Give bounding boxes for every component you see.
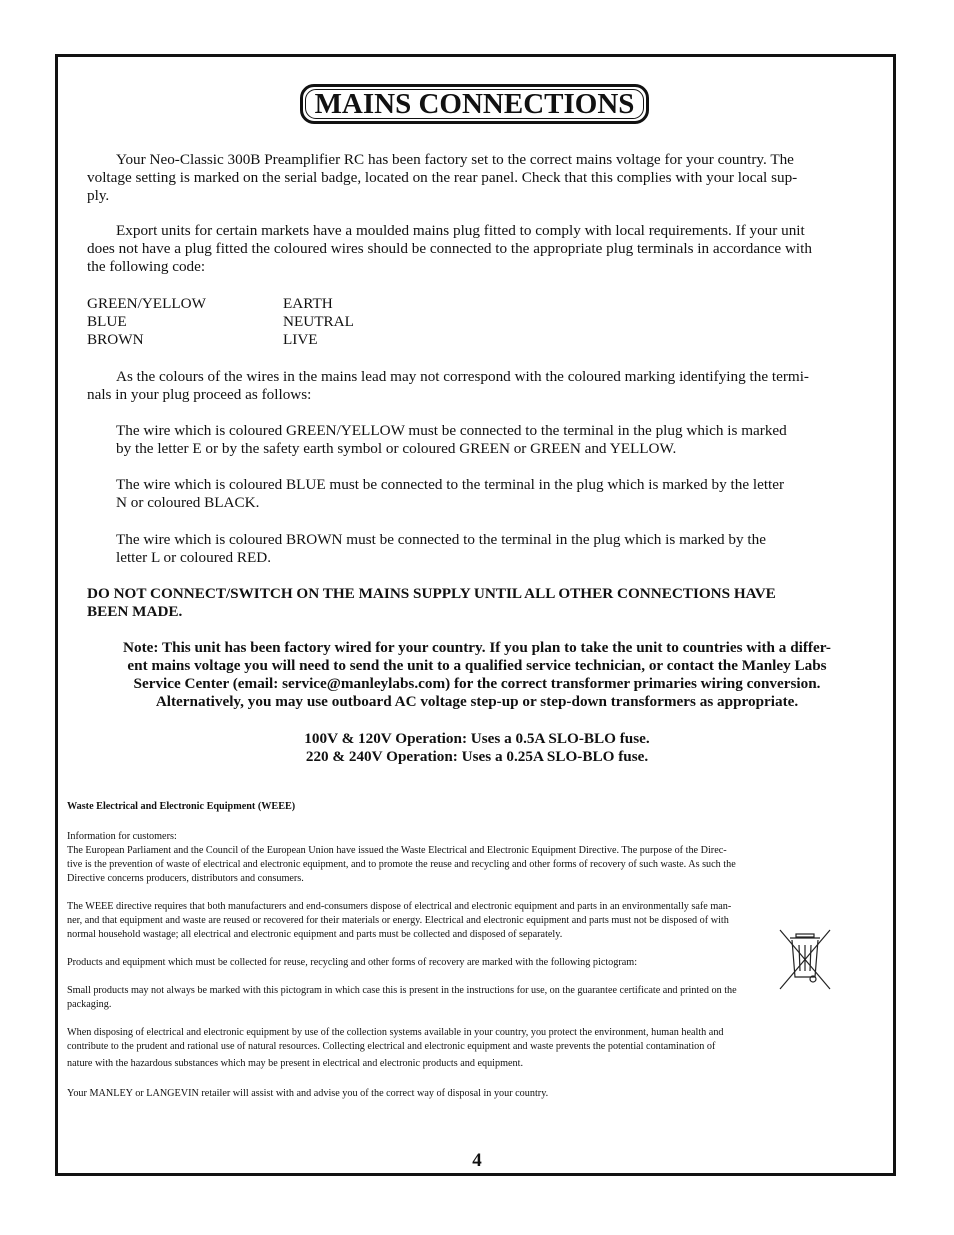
export-line-2: does not have a plug fitted the coloured wires should be connected to the appropriate plug terminals in accordance with [87,240,812,257]
blue-line-1: The wire which is coloured BLUE must be connected to the terminal in the plug which is marked by the letter [116,476,785,493]
wire-function-neutral: NEUTRAL [283,313,354,330]
green-line-2: by the letter E or by the safety earth symbol or coloured GREEN or GREEN and YELLOW. [116,440,677,457]
green-line-1: The wire which is coloured GREEN/YELLOW must be connected to the terminal in the plug which is marked [116,422,787,439]
wire-function-earth: EARTH [283,295,333,312]
warning-line-1: DO NOT CONNECT/SWITCH ON THE MAINS SUPPLY UNTIL ALL OTHER CONNECTIONS HAVE [87,585,776,602]
note-line-3: Service Center (email: service@manleylabs.com) for the correct transformer primaries wiring conversion. [133,675,821,692]
page-title-text: MAINS CONNECTIONS [314,87,635,120]
crossed-out-wheelie-bin-icon [776,927,834,993]
note-line-2: ent mains voltage you will need to send the unit to a qualified service technician, or contact the Manley Labs [127,657,827,674]
weee-disposing-line-2: contribute to the prudent and rational use of natural resources. Collecting electrical and electronic equipment and waste prevents the potential contamination of [67,1041,716,1052]
weee-info-line-3: tive is the prevention of waste of electrical and electronic equipment, and to promote the reuse and recycling and other forms of recovery of such waste. As such the [67,859,736,870]
weee-disposing-line-3: nature with the hazardous substances which may be present in electrical and electronic products and equipment. [67,1058,524,1069]
weee-requires-line-3: normal household wastage; all electrical and electronic equipment and parts must be collected and disposed of separately. [67,929,563,940]
weee-small-line-2: packaging. [67,999,112,1010]
colours-line-2: nals in your plug proceed as follows: [87,386,312,403]
blue-line-2: N or coloured BLACK. [116,494,260,511]
weee-requires-line-1: The WEEE directive requires that both manufacturers and end-consumers dispose of electrical and electronic equipment and parts in an environmentally safe man- [67,901,732,912]
fuse-line-1: 100V & 120V Operation: Uses a 0.5A SLO-BLO fuse. [304,730,650,747]
wire-colour-brown: BROWN [87,331,144,348]
intro-line-2: voltage setting is marked on the serial badge, located on the rear panel. Check that this complies with your local sup- [87,169,798,186]
weee-retailer-line: Your MANLEY or LANGEVIN retailer will assist with and advise you of the correct way of disposal in your country. [67,1088,549,1099]
note-line-4: Alternatively, you may use outboard AC voltage step-up or step-down transformers as appropriate. [155,693,799,710]
intro-line-3: ply. [87,187,110,204]
intro-line-1: Your Neo-Classic 300B Preamplifier RC has been factory set to the correct mains voltage for your country. The [116,151,794,168]
note-line-1: Note: This unit has been factory wired for your country. If you plan to take the unit to countries with a differ- [123,639,831,656]
weee-heading: Waste Electrical and Electronic Equipment (WEEE) [67,801,296,812]
colours-line-1: As the colours of the wires in the mains lead may not correspond with the coloured marking identifying the termi- [116,368,809,385]
warning-line-2: BEEN MADE. [87,603,183,620]
brown-line-1: The wire which is coloured BROWN must be connected to the terminal in the plug which is marked by the [116,531,766,548]
weee-info-line-1: Information for customers: [67,831,177,842]
brown-line-2: letter L or coloured RED. [116,549,272,566]
wire-colour-green-yellow: GREEN/YELLOW [87,295,206,312]
wire-function-live: LIVE [283,331,318,348]
weee-disposing-line-1: When disposing of electrical and electronic equipment by use of the collection systems available in your country, you protect the environment, human health and [67,1027,724,1038]
weee-info-line-2: The European Parliament and the Council of the European Union have issued the Waste Electrical and Electronic Equipment Directive. The purpose of the Direc- [67,845,727,856]
weee-small-line-1: Small products may not always be marked with this pictogram in which case this is present in the instructions for use, on the guarantee certificate and printed on the [67,985,737,996]
page-number: 4 [472,1150,482,1171]
weee-info-line-4: Directive concerns producers, distributors and consumers. [67,873,304,884]
page-title [300,84,649,124]
weee-requires-line-2: ner, and that equipment and waste are reused or recovered for their materials or energy. Electrical and electronic equipment and parts must not be disposed of with [67,915,729,926]
export-line-3: the following code: [87,258,206,275]
export-line-1: Export units for certain markets have a moulded mains plug fitted to comply with local requirements. If your unit [116,222,805,239]
weee-pictogram-line: Products and equipment which must be collected for reuse, recycling and other forms of recovery are marked with the following pictogram: [67,957,638,968]
wire-colour-blue: BLUE [87,313,127,330]
fuse-line-2: 220 & 240V Operation: Uses a 0.25A SLO-BLO fuse. [305,748,649,765]
